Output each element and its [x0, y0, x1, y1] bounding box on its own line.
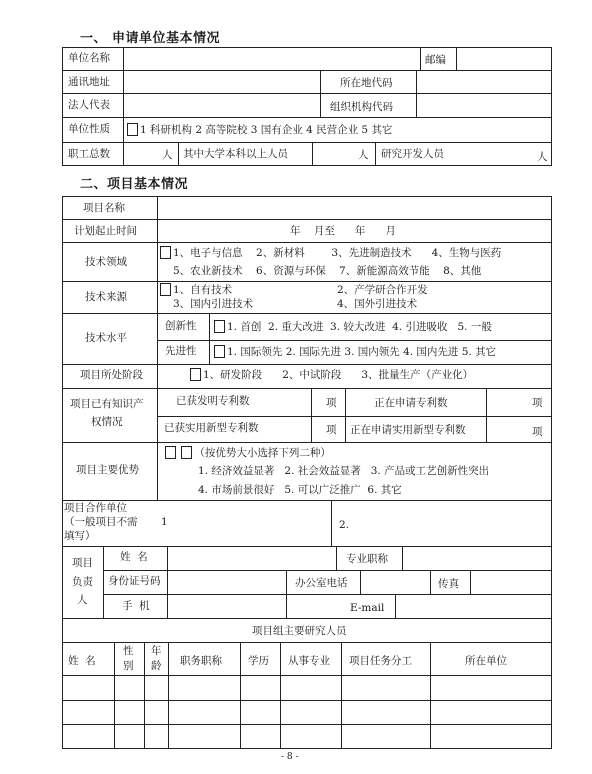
team-col-line — [280, 642, 281, 749]
location-code-label: 所在地代码 — [340, 77, 393, 89]
s1-col-line — [456, 47, 457, 70]
leader-title-label: 专业职称 — [346, 553, 388, 565]
team-col-line — [341, 642, 342, 749]
s1-row-line — [62, 70, 552, 71]
stage-options: 1、研发阶段 2、中试阶段 3、批量生产（产业化） — [190, 368, 473, 382]
ip-label: 项目已有知识产 — [70, 398, 144, 410]
s1-row-line — [62, 93, 552, 94]
rd-staff-label: 研究开发人员 — [381, 148, 444, 160]
ip-item-unit: 项 — [326, 397, 337, 409]
partner-2: 2. — [339, 519, 350, 531]
unit-type-label: 单位性质 — [68, 123, 110, 135]
tech-source-option: 2、产学研合作开发 — [337, 284, 428, 296]
postcode-label: 邮编 — [425, 54, 446, 66]
s2-row-line — [62, 219, 552, 220]
s2-row-line — [62, 364, 552, 365]
s2-row-line — [62, 242, 552, 243]
s2-col-line — [345, 388, 346, 442]
s2-col-line — [336, 546, 337, 570]
s2-col-line — [402, 546, 403, 570]
page-number: - 8 - — [281, 752, 299, 762]
team-header-task: 项目任务分工 — [349, 655, 412, 667]
s1-col-line — [123, 47, 124, 166]
stage-label: 项目所处阶段 — [80, 369, 143, 381]
team-header-age-2: 龄 — [151, 660, 162, 672]
ip-label-2: 权情况 — [91, 416, 123, 428]
s2-row-line — [62, 546, 552, 547]
s1-col-line — [320, 70, 321, 117]
tech-source-option: 4、国外引进技术 — [337, 298, 418, 310]
unit-type-options: 1 科研机构 2 高等院校 3 国有企业 4 民营企业 5 其它 — [127, 123, 392, 137]
legal-rep-label: 法人代表 — [68, 99, 110, 111]
s2-col-line — [103, 546, 104, 618]
team-col-line — [240, 642, 241, 749]
advantage-checkbox-2[interactable] — [181, 446, 192, 459]
ip-applying-utility-label: 正在申请实用新型专利数 — [350, 424, 466, 436]
tech-source-label: 技术来源 — [85, 291, 127, 303]
advanced-label: 先进性 — [165, 345, 197, 357]
s1-row-line — [62, 117, 552, 118]
unit-type-checkbox[interactable] — [127, 123, 138, 136]
s2-row-line — [62, 700, 552, 701]
s2-row-line — [62, 313, 552, 314]
innovation-options: 1. 首创 2. 重大改进 3. 较大改进 4. 引进吸收 5. 一般 — [214, 320, 492, 334]
team-header-education: 学历 — [248, 655, 269, 667]
leader-mobile-label: 手 机 — [122, 600, 150, 612]
team-col-line — [114, 642, 115, 749]
s1-col-line — [178, 142, 179, 166]
s2-row-line — [62, 388, 552, 389]
advantages-hint: （按优势大小选择下列二种） — [165, 446, 331, 460]
s1-col-line — [416, 70, 417, 117]
s2-col-line — [331, 500, 332, 546]
s2-row-line — [62, 281, 552, 282]
unit-name-label: 单位名称 — [68, 52, 110, 64]
leader-name-label: 姓 名 — [120, 551, 148, 563]
s2-row-line — [62, 724, 552, 725]
advanced-options: 1. 国际领先 2. 国际先进 3. 国内领先 4. 国内先进 5. 其它 — [214, 345, 496, 359]
team-header-gender: 性 — [123, 645, 134, 657]
ip-invention-label: 已获发明专利数 — [176, 395, 250, 407]
s2-col-line — [209, 313, 210, 364]
advantages-label: 项目主要优势 — [76, 464, 139, 476]
team-header-position: 职务职称 — [180, 655, 222, 667]
bachelor-label: 其中大学本科以上人员 — [183, 148, 288, 160]
section1-table — [62, 47, 552, 166]
person-unit: 人 — [358, 149, 369, 161]
leader-email-label: E-mail — [350, 602, 385, 614]
s2-row-line — [62, 500, 552, 501]
team-header-unit: 所在单位 — [465, 655, 507, 667]
leader-fax-label: 传真 — [438, 578, 459, 590]
tech-source-option: 3、国内引进技术 — [173, 298, 254, 310]
s1-row-line — [62, 142, 552, 143]
advantages-options-1: 1. 经济效益显著 2. 社会效益显著 3. 产品或工艺创新性突出 — [198, 465, 490, 477]
plan-period-value: 年 月至 年 月 — [290, 225, 396, 237]
ip-utility-label: 已获实用新型专利数 — [164, 422, 259, 434]
address-label: 通讯地址 — [68, 76, 110, 88]
s2-row-line — [157, 340, 552, 341]
section2-title: 二、项目基本情况 — [80, 177, 189, 192]
ip-item-unit: 项 — [326, 424, 337, 436]
partner-1: 1 — [161, 516, 168, 528]
ip-item-unit: 项 — [532, 397, 543, 409]
partner-label: 项目合作单位 — [64, 502, 127, 514]
s2-col-line — [395, 594, 396, 618]
team-header-major: 从事专业 — [288, 655, 330, 667]
s2-row-line — [62, 618, 552, 619]
innovation-checkbox[interactable] — [214, 320, 225, 333]
person-unit: 人 — [537, 151, 548, 163]
s1-col-line — [312, 142, 313, 166]
tech-field-label: 技术领域 — [85, 256, 127, 268]
ip-item-unit: 项 — [532, 426, 543, 438]
tech-field-options-line2: 5、农业新技术 6、资源与环保 7、新能源高效节能 8、其他 — [173, 265, 482, 277]
leader-phone-label: 办公室电话 — [295, 577, 348, 589]
advanced-checkbox[interactable] — [214, 345, 225, 358]
leader-label: 项目 — [72, 557, 93, 569]
s2-col-line — [486, 388, 487, 442]
team-col-line — [430, 642, 431, 749]
s2-col-line — [470, 570, 471, 594]
tech-field-options: 1、电子与信息 2、新材料 3、先进制造技术 4、生物与医药 — [160, 246, 501, 260]
org-code-label: 组织机构代码 — [330, 101, 393, 113]
s2-row-line — [103, 594, 552, 595]
person-unit: 人 — [162, 149, 173, 161]
section1-title: 一、 申请单位基本情况 — [80, 31, 221, 46]
s1-col-line — [375, 142, 376, 166]
tech-level-label: 技术水平 — [85, 332, 127, 344]
partner-label-2: （一般项目不需 — [64, 516, 138, 528]
s2-row-line — [62, 675, 552, 676]
team-header-name: 姓 名 — [68, 655, 96, 667]
team-title: 项目组主要研究人员 — [252, 625, 347, 637]
stage-checkbox[interactable] — [190, 368, 201, 381]
s2-col-line — [167, 546, 168, 618]
tech-source-checkbox[interactable] — [160, 283, 171, 296]
team-header-age: 年 — [151, 645, 162, 657]
advantage-checkbox-1[interactable] — [165, 446, 176, 459]
s2-col-line — [430, 570, 431, 594]
innovation-label: 创新性 — [165, 320, 197, 332]
leader-id-label: 身份证号码 — [108, 575, 161, 587]
project-name-label: 项目名称 — [83, 202, 125, 214]
team-header-gender-2: 别 — [123, 660, 134, 672]
team-col-line — [168, 642, 169, 749]
s2-row-line — [157, 416, 552, 417]
s2-row-line — [62, 642, 552, 643]
s2-row-line — [103, 570, 552, 571]
s2-col-line — [311, 388, 312, 442]
ip-applying-label: 正在申请专利数 — [374, 397, 448, 409]
advantages-options-2: 4. 市场前景很好 5. 可以广泛推广 6. 其它 — [198, 484, 402, 496]
tech-source-options: 1、自有技术 — [160, 283, 232, 297]
s2-row-line — [62, 442, 552, 443]
s2-col-line — [286, 570, 287, 618]
s1-col-line — [420, 47, 421, 70]
plan-period-label: 计划起止时间 — [74, 225, 137, 237]
s2-col-line — [360, 570, 361, 594]
tech-field-checkbox[interactable] — [160, 246, 171, 259]
team-col-line — [144, 642, 145, 749]
leader-label: 人 — [77, 594, 88, 606]
partner-label-3: 填写） — [64, 530, 96, 542]
total-staff-label: 职工总数 — [68, 148, 110, 160]
leader-label: 负责 — [72, 576, 93, 588]
s2-col-line — [157, 196, 158, 500]
